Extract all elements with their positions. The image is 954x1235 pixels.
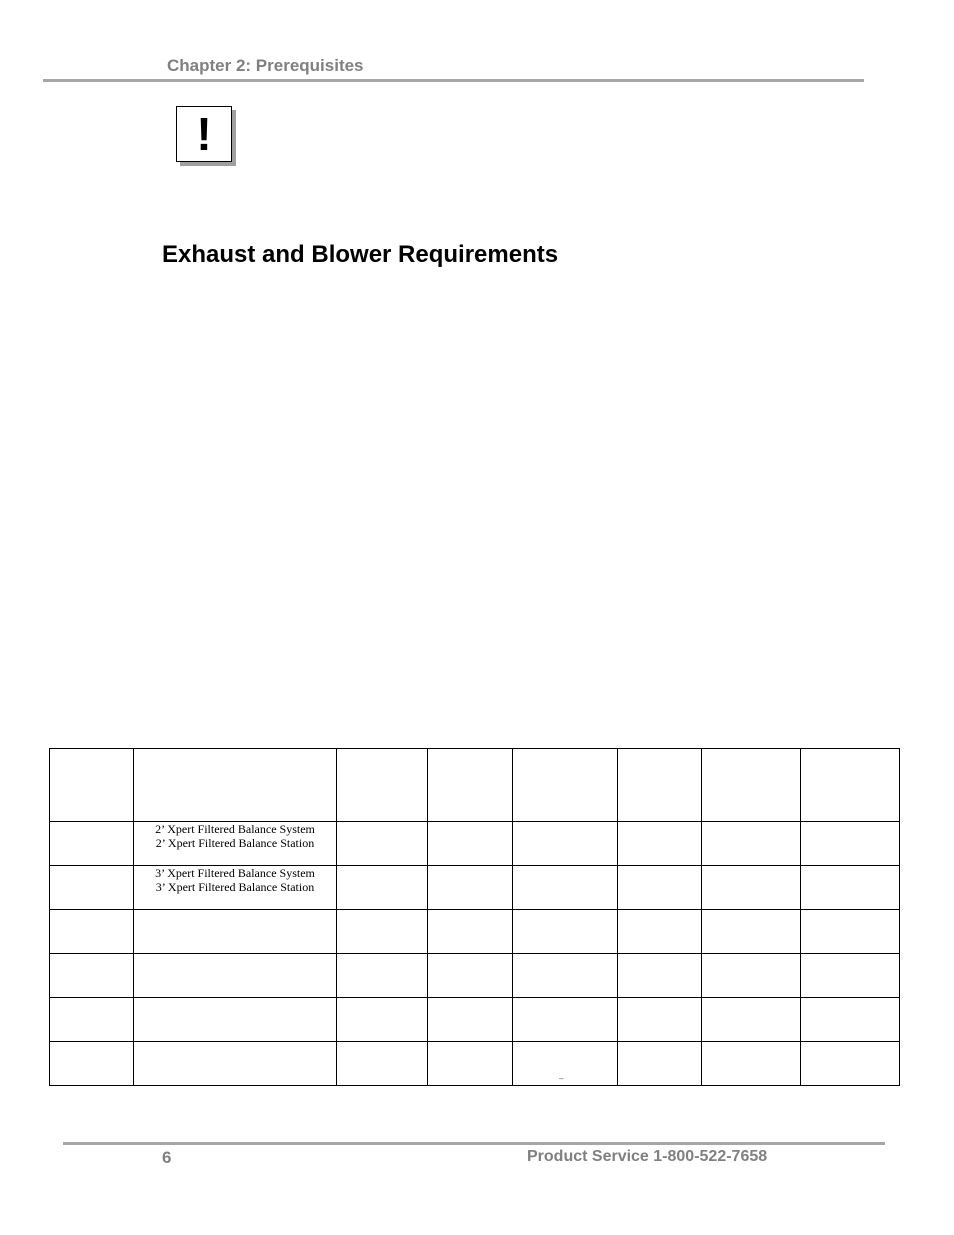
exhaust-requirements-table: [49, 748, 900, 1086]
table-cell: [801, 822, 900, 866]
model-name: 2’ Xpert Filtered Balance System: [155, 822, 315, 836]
table-cell: [618, 866, 702, 910]
table-header-row: [50, 749, 900, 822]
model-cell: [134, 998, 337, 1042]
table-cell: [702, 822, 801, 866]
table-cell: [513, 822, 618, 866]
table-cell: [428, 910, 513, 954]
table-cell: [50, 1042, 134, 1086]
page-number: 6: [162, 1148, 172, 1167]
warning-icon: [176, 106, 232, 162]
table-row: [50, 910, 900, 954]
header-cell: [702, 749, 801, 822]
table-row: [50, 822, 900, 866]
table-cell: [337, 1042, 428, 1086]
table-row: [50, 866, 900, 910]
table-cell: [702, 954, 801, 998]
header-cell: [513, 749, 618, 822]
table-cell: [337, 954, 428, 998]
header-cell: [801, 749, 900, 822]
table-row: [50, 954, 900, 998]
header-cell: [337, 749, 428, 822]
table-cell: [801, 998, 900, 1042]
table-cell: [702, 866, 801, 910]
product-service-phone: Product Service 1-800-522-7658: [527, 1148, 768, 1165]
table-cell: [50, 910, 134, 954]
dash-mark: –: [559, 1074, 564, 1083]
table-cell: [618, 910, 702, 954]
table-cell: [618, 822, 702, 866]
table-cell: [513, 910, 618, 954]
table-cell: [801, 910, 900, 954]
table-cell: [702, 998, 801, 1042]
table-cell: [513, 1042, 618, 1086]
table-cell: [618, 1042, 702, 1086]
model-cell: [134, 954, 337, 998]
exclamation-mark: !: [196, 108, 212, 160]
model-cell: [134, 822, 337, 866]
model-cell: [134, 866, 337, 910]
section-title: Exhaust and Blower Requirements: [162, 241, 559, 268]
footer-divider: [63, 1142, 885, 1145]
model-cell: [134, 910, 337, 954]
model-name: 3’ Xpert Filtered Balance Station: [155, 880, 315, 894]
table-cell: [428, 866, 513, 910]
header-cell: [618, 749, 702, 822]
header-divider: [43, 79, 864, 82]
table-cell: [50, 954, 134, 998]
table-cell: [428, 1042, 513, 1086]
table-cell: [428, 954, 513, 998]
model-cell: [134, 1042, 337, 1086]
table-cell: [50, 866, 134, 910]
header-cell: [134, 749, 337, 822]
header-cell: [50, 749, 134, 822]
model-name: 2’ Xpert Filtered Balance Station: [155, 836, 315, 850]
table-cell: [50, 998, 134, 1042]
table-cell: [50, 822, 134, 866]
table-cell: [337, 822, 428, 866]
header-cell: [428, 749, 513, 822]
table-cell: [337, 910, 428, 954]
table-row: [50, 998, 900, 1042]
table-cell: [618, 954, 702, 998]
table-cell: [513, 866, 618, 910]
table-cell: [337, 998, 428, 1042]
table-cell: [702, 1042, 801, 1086]
table-cell: [513, 954, 618, 998]
table-cell: [618, 998, 702, 1042]
table-cell: [513, 998, 618, 1042]
table-cell: [801, 866, 900, 910]
model-name: 3’ Xpert Filtered Balance System: [155, 866, 315, 880]
table-cell: [702, 910, 801, 954]
table-cell: [428, 998, 513, 1042]
table-cell: [428, 822, 513, 866]
table-row: [50, 1042, 900, 1086]
table-cell: [801, 1042, 900, 1086]
chapter-header: Chapter 2: Prerequisites: [167, 56, 364, 75]
table-cell: [801, 954, 900, 998]
table-cell: [337, 866, 428, 910]
